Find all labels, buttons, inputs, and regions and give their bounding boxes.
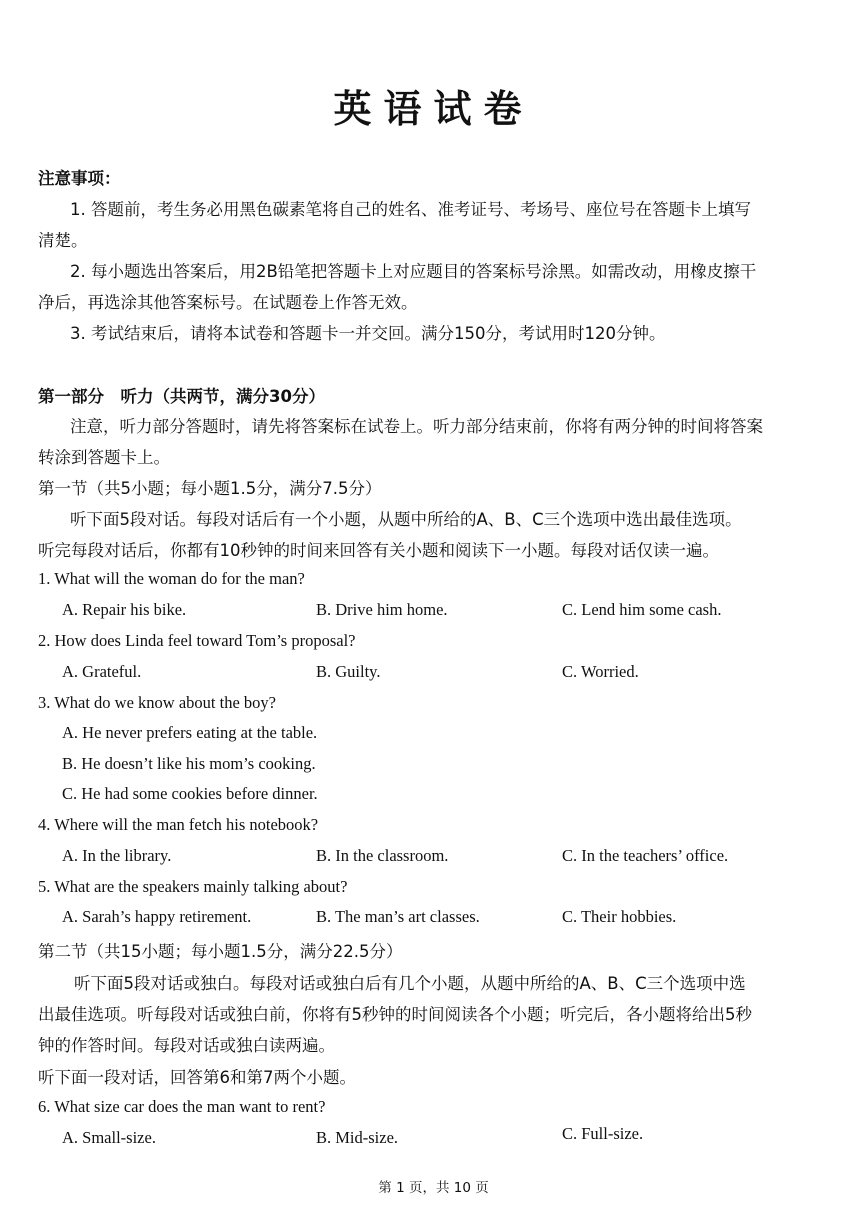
- q6-option-a: A. Small-size.: [62, 1128, 156, 1147]
- q1-option-c: C. Lend him some cash.: [562, 600, 722, 619]
- section2-instructions-end: 钟的作答时间。每段对话或独白读两遍。: [38, 1036, 335, 1055]
- part1-heading: 第一部分 听力（共两节，满分30分）: [38, 387, 325, 406]
- q4-option-c: C. In the teachers’ office.: [562, 846, 729, 865]
- section1-instructions-cont: 听完每段对话后，你都有10秒钟的时间来回答有关小题和阅读下一小题。每段对话仅读一遍。: [38, 541, 719, 560]
- question-4: 4. Where will the man fetch his notebook?: [38, 815, 319, 834]
- section2-heading: 第二节（共15小题；每小题1.5分，满分22.5分）: [38, 942, 403, 961]
- notice-item-1-cont: 清楚。: [38, 231, 88, 250]
- q6-option-c: C. Full-size.: [562, 1124, 644, 1143]
- question-6: 6. What size car does the man want to rent?: [38, 1097, 326, 1116]
- q3-option-a: A. He never prefers eating at the table.: [62, 723, 318, 742]
- notice-heading: 注意事项：: [38, 169, 121, 188]
- q2-option-c: C. Worried.: [562, 662, 639, 681]
- q1-option-a: A. Repair his bike.: [62, 600, 187, 619]
- q6-option-b: B. Mid-size.: [316, 1128, 399, 1147]
- section2-sub-instructions: 听下面一段对话，回答第6和第7两个小题。: [38, 1068, 356, 1087]
- q1-option-b: B. Drive him home.: [316, 600, 448, 619]
- notice-item-2-cont: 净后，再选涂其他答案标号。在试题卷上作答无效。: [38, 293, 418, 312]
- page-title: 英语试卷: [333, 87, 534, 131]
- question-1: 1. What will the woman do for the man?: [38, 569, 305, 588]
- notice-item-3: 3. 考试结束后，请将本试卷和答题卡一并交回。满分150分，考试用时120分钟。: [70, 324, 666, 343]
- q2-option-b: B. Guilty.: [316, 662, 381, 681]
- q3-option-c: C. He had some cookies before dinner.: [62, 784, 318, 803]
- q2-option-a: A. Grateful.: [62, 662, 142, 681]
- part1-note-cont: 转涂到答题卡上。: [38, 448, 170, 467]
- part1-note: 注意，听力部分答题时，请先将答案标在试卷上。听力部分结束前，你将有两分钟的时间将答案: [70, 417, 763, 436]
- question-2: 2. How does Linda feel toward Tom’s proposal?: [38, 631, 356, 650]
- section1-instructions: 听下面5段对话。每段对话后有一个小题，从题中所给的A、B、C三个选项中选出最佳选项。: [70, 510, 742, 529]
- page-footer: 第 1 页，共 10 页: [378, 1180, 489, 1196]
- q4-option-a: A. In the library.: [62, 846, 172, 865]
- q3-option-b: B. He doesn’t like his mom’s cooking.: [62, 754, 316, 773]
- q5-option-a: A. Sarah’s happy retirement.: [62, 907, 252, 926]
- q4-option-b: B. In the classroom.: [316, 846, 449, 865]
- section2-instructions: 听下面5段对话或独白。每段对话或独白后有几个小题，从题中所给的A、B、C三个选项中选: [74, 974, 746, 993]
- q5-option-c: C. Their hobbies.: [562, 907, 677, 926]
- question-3: 3. What do we know about the boy?: [38, 693, 276, 712]
- question-5: 5. What are the speakers mainly talking about?: [38, 877, 348, 896]
- notice-item-2: 2. 每小题选出答案后，用2B铅笔把答题卡上对应题目的答案标号涂黑。如需改动，用橡皮擦干: [70, 262, 757, 281]
- q5-option-b: B. The man’s art classes.: [316, 907, 480, 926]
- notice-item-1: 1. 答题前，考生务必用黑色碳素笔将自己的姓名、准考证号、考场号、座位号在答题卡上填写: [70, 200, 751, 219]
- section2-instructions-cont: 出最佳选项。听每段对话或独白前，你将有5秒钟的时间阅读各个小题；听完后，各小题将给出5秒: [38, 1005, 752, 1024]
- section1-heading: 第一节（共5小题；每小题1.5分，满分7.5分）: [38, 479, 382, 498]
